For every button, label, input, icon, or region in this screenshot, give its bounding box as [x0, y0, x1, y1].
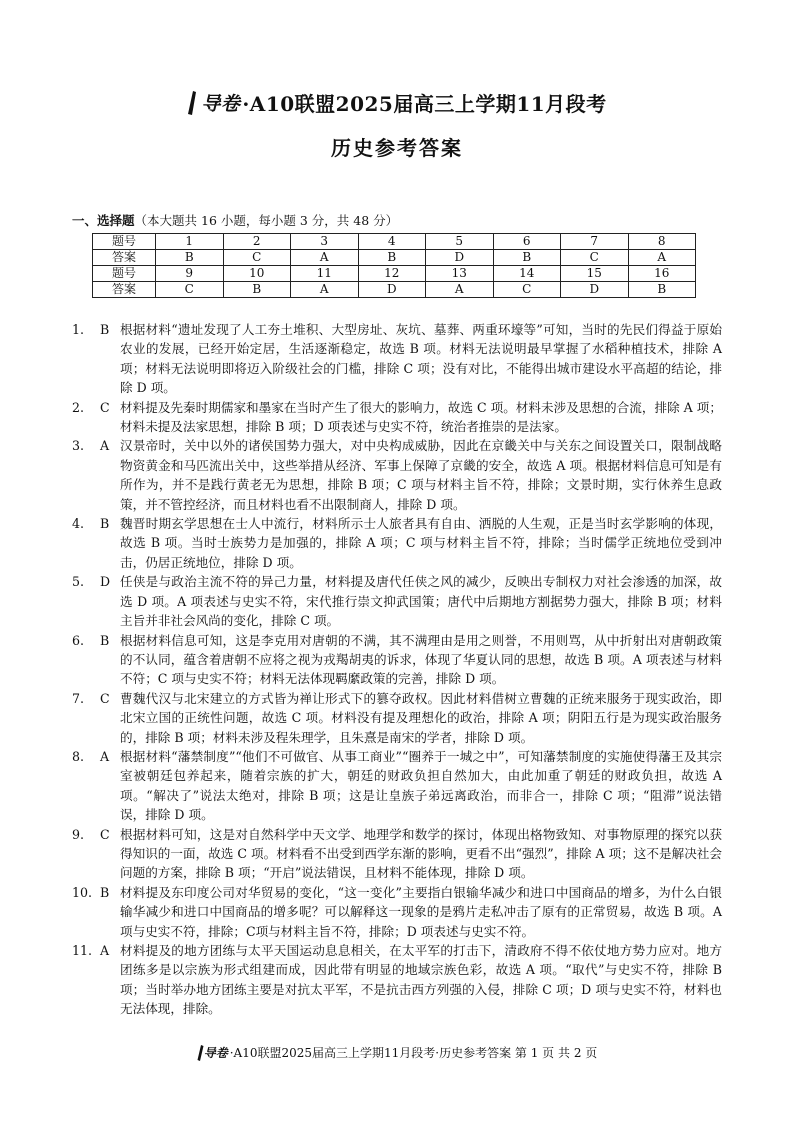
footer-text: ·A10联盟2025届高三上学期11月段考·历史参考答案 第 1 页 共 2 页	[229, 1046, 598, 1060]
answer-cell: A	[426, 282, 494, 298]
item-answer: B	[100, 516, 110, 532]
answer-cell: B	[628, 282, 696, 298]
question-number-cell: 5	[426, 234, 494, 250]
answer-cell: D	[426, 250, 494, 266]
item-answer: B	[100, 322, 110, 337]
item-number: 8.	[72, 748, 85, 764]
item-explanation: 材料提及先秦时期儒家和墨家在当时产生了很大的影响力，故选 C 项。材料未涉及思想的合流，排除 A 项；材料未提及法家思想，排除 B 项；D 项表述与史实不符，统治者推崇的是法家。	[120, 399, 722, 435]
item-explanation: 根据材料“遗址发现了人工夯土堆积、大型房址、灰坑、墓葬、两重环壕等”可知，当时的先民们得益于原始农业的发展，已经开始定居，生活逐渐稳定，故选 B 项。材料无法说明最早掌握了水稻种植技术，排除 A 项；材料无法说明即将迈入阶级社会的门槛，排除 C 项；没有对比，不能得出城市建设水平高超的结论，排除 D 项。	[120, 322, 722, 396]
answer-cell: D	[561, 282, 629, 298]
item-answer: C	[100, 690, 110, 706]
item-number: 3.	[72, 438, 85, 454]
answer-row	[93, 250, 696, 266]
item-number: 2.	[72, 399, 85, 415]
question-number-cell: 4	[358, 234, 426, 250]
item-answer: A	[100, 438, 110, 454]
section-title: 一、选择题	[72, 213, 135, 228]
question-number-cell: 1	[156, 234, 224, 250]
question-number-cell: 15	[561, 266, 629, 282]
explanation-item	[72, 941, 722, 1019]
answer-cell: A	[291, 250, 359, 266]
answer-cell: B	[493, 250, 561, 266]
item-explanation: 材料提及的地方团练与太平天国运动息息相关，在太平军的打击下，清政府不得不依仗地方势力应对。地方团练多是以宗族为形式组建而成，因此带有明显的地域宗族色彩，故选 A 项。“取代”与史实不符，排除 B 项；当时举办地方团练主要是对抗太平军，不是抗击西方列强的入侵，排除 C 项；D 项与史实不符，材料也无法体现，排除。	[120, 943, 722, 1017]
page-footer	[0, 1044, 794, 1061]
explanation-item	[72, 436, 722, 514]
item-number: 4.	[72, 516, 85, 532]
answer-cell: C	[561, 250, 629, 266]
explanation-item	[72, 320, 722, 398]
item-explanation: 材料提及东印度公司对华贸易的变化，“这一变化”主要指白银输华减少和进口中国商品的增多，为什么白银输华减少和进口中国商品的增多呢？可以解释这一现象的是鸦片走私冲击了原有的正常贸易，故选 B 项。A 项与史实不符，排除；C项与材料主旨不符，排除；D 项表述与史实不符。	[120, 884, 722, 939]
item-explanation: 曹魏代汉与北宋建立的方式皆为禅让形式下的篡夺政权。因此材料借树立曹魏的正统来服务于现实政治，即北宋立国的正统性问题，故选 C 项。材料没有提及理想化的政治，排除 A 项；阴阳五行是为现实政治服务的，排除 B 项；材料未涉及程朱理学，且朱熹是南宋的学者，排除 D 项。	[120, 690, 722, 745]
question-number-cell: 9	[156, 266, 224, 282]
item-answer: C	[100, 826, 110, 842]
question-number-cell: 8	[628, 234, 696, 250]
item-number: 1.	[72, 322, 85, 337]
exam-title-text: ·A10联盟2025届高三上学期11月段考	[242, 92, 607, 116]
answer-label-cell: 答案	[93, 250, 156, 266]
item-number: 9.	[72, 826, 85, 842]
item-explanation: 根据材料可知，这是对自然科学中天文学、地理学和数学的探讨，体现出格物致知、对事物原理的探究以获得知识的一面，故选 C 项。材料看不出受到西学东渐的影响，更看不出“强烈”，排除 A 项；这不是解决社会问题的方案，排除 B 项；“开启”说法错误，且材料不能体现，排除 D 项。	[120, 826, 722, 881]
answer-row	[93, 282, 696, 298]
item-explanation: 根据材料信息可知，这是李克用对唐朝的不满，其不满理由是用之则誉，不用则骂，从中折射出对唐朝政策的不认同，蕴含着唐朝不应将之视为戎羯胡夷的诉求，体现了华夏认同的思想，故选 B 项。A 项表述与材料不符；C 项与史实不符；材料无法体现羁縻政策的完善，排除 D 项。	[120, 632, 722, 687]
item-number: 11.	[72, 943, 93, 958]
explanation-item	[72, 883, 722, 941]
item-number: 10.	[72, 884, 93, 900]
question-number-row	[93, 234, 696, 250]
brand-name: 导卷	[201, 93, 241, 115]
item-explanation: 汉景帝时，关中以外的诸侯国势力强大，对中央构成威胁，因此在京畿关中与关东之间设置关口，限制战略物资黄金和马匹流出关中，这些举措从经济、军事上保障了京畿的安全，故选 A 项。根据材料信息可知是有所作为，并不是践行黄老无为思想，排除 B 项；C 项与材料主旨不符，排除；文景时期，实行休养生息政策，并不管控经济，而且材料也看不出限制商人，排除 D 项。	[120, 438, 722, 512]
item-answer: B	[100, 884, 110, 900]
answer-cell: B	[223, 282, 291, 298]
answer-cell: C	[223, 250, 291, 266]
answer-cell: D	[358, 282, 426, 298]
explanation-item	[72, 689, 722, 747]
question-number-row	[93, 266, 696, 282]
answer-cell: B	[156, 250, 224, 266]
item-answer: C	[100, 399, 110, 415]
item-explanation: 任侠是与政治主流不符的异己力量，材料提及唐代任侠之风的减少，反映出专制权力对社会渗透的加深，故选 D 项。A 项表述与史实不符，宋代推行崇文抑武国策；唐代中后期地方割据势力强大，排除 B 项；材料主旨并非社会风尚的变化，排除 C 项。	[120, 574, 722, 629]
brush-stroke-icon	[197, 1045, 204, 1061]
question-number-cell: 7	[561, 234, 629, 250]
question-number-cell: 2	[223, 234, 291, 250]
explanation-list	[72, 320, 722, 1019]
item-answer: A	[100, 943, 110, 958]
footer-brand: 导卷	[203, 1046, 228, 1060]
item-answer: D	[100, 574, 111, 590]
document-header	[0, 88, 794, 161]
answer-cell: A	[291, 282, 359, 298]
explanation-item	[72, 747, 722, 825]
item-number: 6.	[72, 632, 85, 648]
item-answer: B	[100, 632, 110, 648]
item-answer: A	[100, 748, 110, 764]
question-number-cell: 10	[223, 266, 291, 282]
explanation-item	[72, 825, 722, 883]
item-number: 5.	[72, 574, 85, 590]
answer-cell: A	[628, 250, 696, 266]
question-label-cell: 题号	[93, 234, 156, 250]
item-explanation: 根据材料“藩禁制度”“他们不可做官、从事工商业”“圈养于一城之中”，可知藩禁制度的实施使得藩王及其宗室被朝廷包养起来，随着宗族的扩大，朝廷的财政负担自然加大，由此加重了朝廷的财政负担，故选 A 项。“解决了”说法太绝对，排除 B 项；这是让皇族子弟远离政治，而非合一，排除 C 项；“阻滞”说法错误，排除 D 项。	[120, 748, 722, 823]
explanation-item	[72, 572, 722, 630]
question-number-cell: 14	[493, 266, 561, 282]
question-number-cell: 12	[358, 266, 426, 282]
answer-cell: B	[358, 250, 426, 266]
item-explanation: 魏晋时期玄学思想在士人中流行，材料所示士人旅者具有自由、洒脱的人生观，正是当时玄学影响的体现，故选 B 项。当时士族势力是加强的，排除 A 项；C 项与材料主旨不符，排除；当时儒学正统地位受到冲击，仍居正统地位，排除 D 项。	[120, 516, 722, 570]
answer-label-cell: 答案	[93, 282, 156, 298]
question-number-cell: 3	[291, 234, 359, 250]
item-number: 7.	[72, 690, 85, 706]
answer-table	[92, 233, 696, 298]
exam-title	[187, 88, 606, 117]
section-note: （本大题共 16 小题，每小题 3 分，共 48 分）	[134, 213, 399, 228]
page-subtitle: 历史参考答案	[331, 135, 463, 160]
question-label-cell: 题号	[93, 266, 156, 282]
brand-logo	[187, 90, 197, 116]
brush-stroke-icon	[187, 90, 197, 116]
answer-cell: C	[156, 282, 224, 298]
question-number-cell: 11	[291, 266, 359, 282]
explanation-item	[72, 398, 722, 437]
explanation-item	[72, 631, 722, 689]
answer-cell: C	[493, 282, 561, 298]
section-heading	[72, 211, 398, 229]
question-number-cell: 16	[628, 266, 696, 282]
question-number-cell: 6	[493, 234, 561, 250]
question-number-cell: 13	[426, 266, 494, 282]
explanation-item	[72, 514, 722, 572]
